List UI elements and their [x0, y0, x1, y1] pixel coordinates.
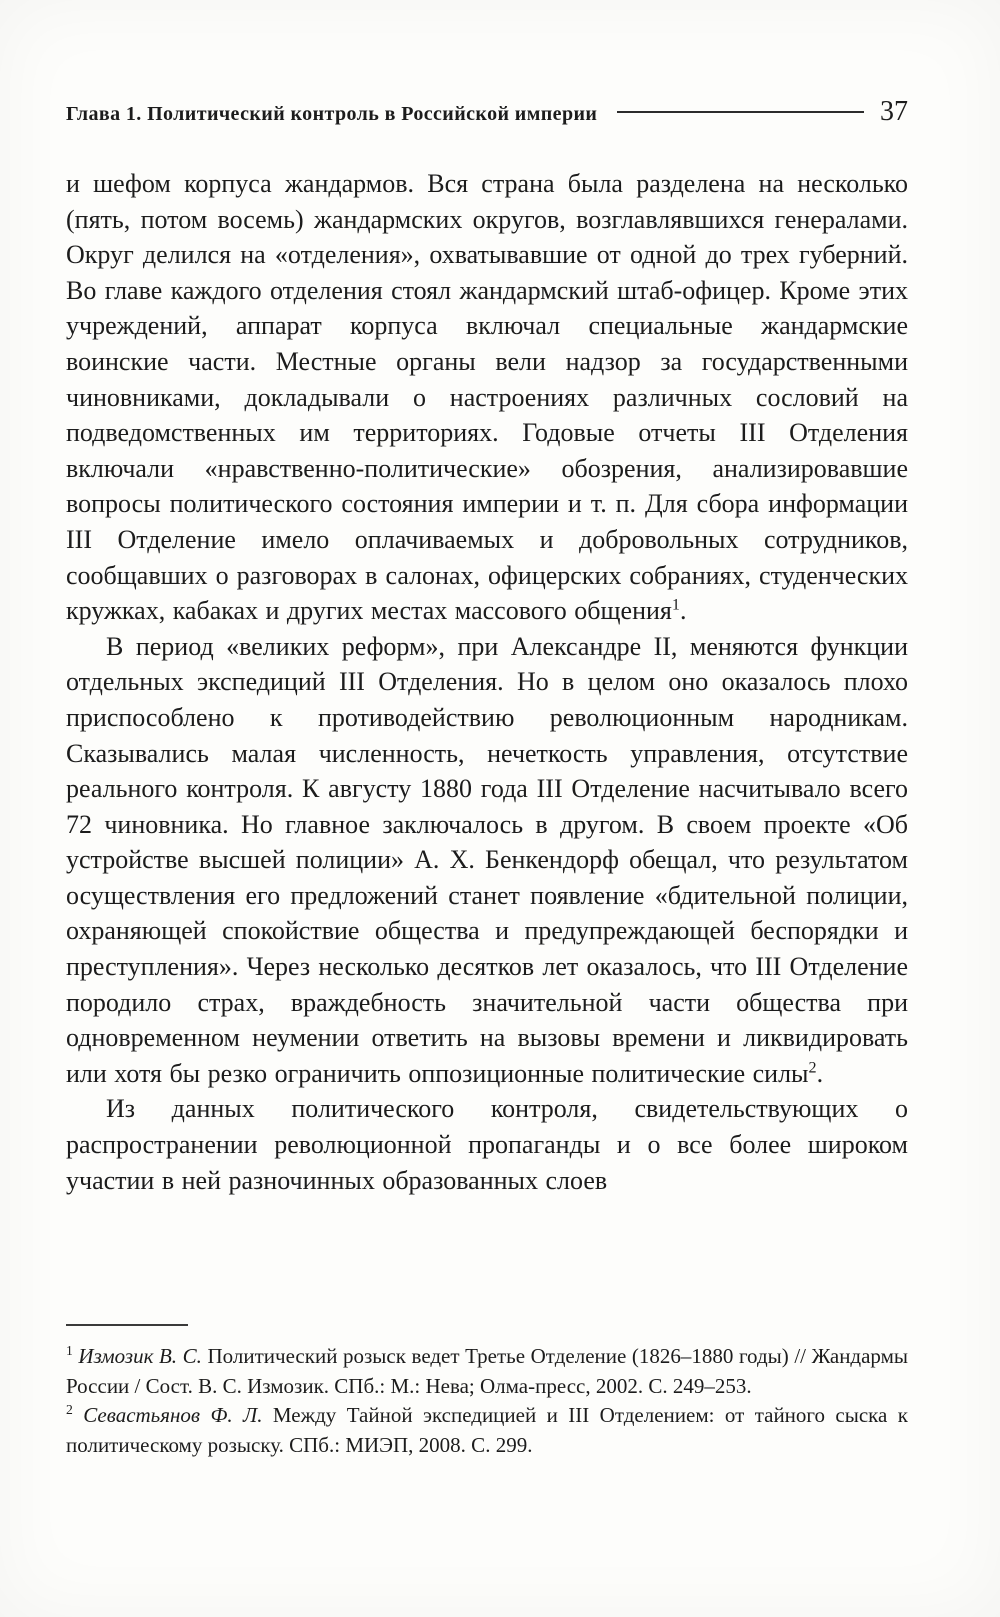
page-header: [66, 96, 908, 128]
footnote-rule: [66, 1324, 188, 1326]
footnote: [66, 1401, 908, 1460]
paragraph-text: В период «великих реформ», при Александре II, меняются функции отдельных экспедиций III Отделения. Но в целом оно оказалось плохо приспособлено к противодействию революционным народникам. Сказывались малая численность, нечеткость управления, отсутствие реального контроля. К августу 1880 года III Отделение насчитывало всего 72 чиновника. Но главное заключалось в другом. В своем проекте «Об устройстве высшей полиции» А. Х. Бенкендорф обещал, что результатом осуществления его предложений станет появление «бдительной полиции, охраняющей спокойствие общества и предупреждающей беспорядки и преступления». Через несколько десятков лет оказалось, что III Отделение породило страх, враждебность значительной части общества при одновременном неумении ответить на вызовы времени и ликвидировать или хотя бы резко ограничить оппозиционные политические силы: [66, 631, 908, 1088]
footnote-marker: 1: [66, 1343, 73, 1358]
header-rule: [617, 111, 864, 113]
footnote-ref: 2: [808, 1059, 817, 1077]
paragraph-tail: .: [679, 596, 687, 626]
paragraph: [66, 166, 908, 629]
paragraph-text: Из данных политического контроля, свидетельствующих о распространении революционной пропаганды и о все более широком участии в ней разночинных образованных слоев: [66, 1094, 908, 1195]
paragraph-text: и шефом корпуса жандармов. Вся страна была разделена на несколько (пять, потом восемь) жандармских округов, возглавлявшихся генералами. Округ делился на «отделения», охватывавшие от одной до трех губерний. Во главе каждого отделения стоял жандармский штаб-офицер. Кроме этих учреждений, аппарат корпуса включал специальные жандармские воинские части. Местные органы вели надзор за государственными чиновниками, докладывали о настроениях различных сословий на подведомственных им территориях. Годовые отчеты III Отделения включали «нравственно-политические» обозрения, анализировавшие вопросы политического состояния империи и т. п. Для сбора информации III Отделение имело оплачиваемых и добровольных сотрудников, сообщавших о разговорах в салонах, офицерских собраниях, студенческих кружках, кабаках и других местах массового общения: [66, 169, 908, 626]
paragraph: [66, 629, 908, 1092]
footnotes-section: [66, 1324, 908, 1460]
page-body: [66, 166, 908, 1198]
footnote-text: Между Тайной экспедицией и III Отделением: от тайного сыска к политическому розыску. СПб.: МИЭП, 2008. С. 299.: [66, 1403, 908, 1457]
paragraph: [66, 1091, 908, 1198]
footnote: [66, 1342, 908, 1401]
page-number: 37: [880, 96, 908, 127]
footnote-author: Севастьянов Ф. Л.: [83, 1403, 263, 1427]
paragraph-tail: .: [816, 1058, 824, 1088]
footnote-ref: 1: [671, 596, 680, 614]
footnote-text: Политический розыск ведет Третье Отделение (1826–1880 годы) // Жандармы России / Сост. В. С. Измозик. СПб.: М.: Нева; Олма-пресс, 2002. С. 249–253.: [66, 1344, 909, 1398]
footnote-marker: 2: [66, 1402, 73, 1417]
running-title: Глава 1. Политический контроль в Российской империи: [66, 103, 598, 125]
footnote-author: Измозик В. С.: [78, 1344, 202, 1368]
